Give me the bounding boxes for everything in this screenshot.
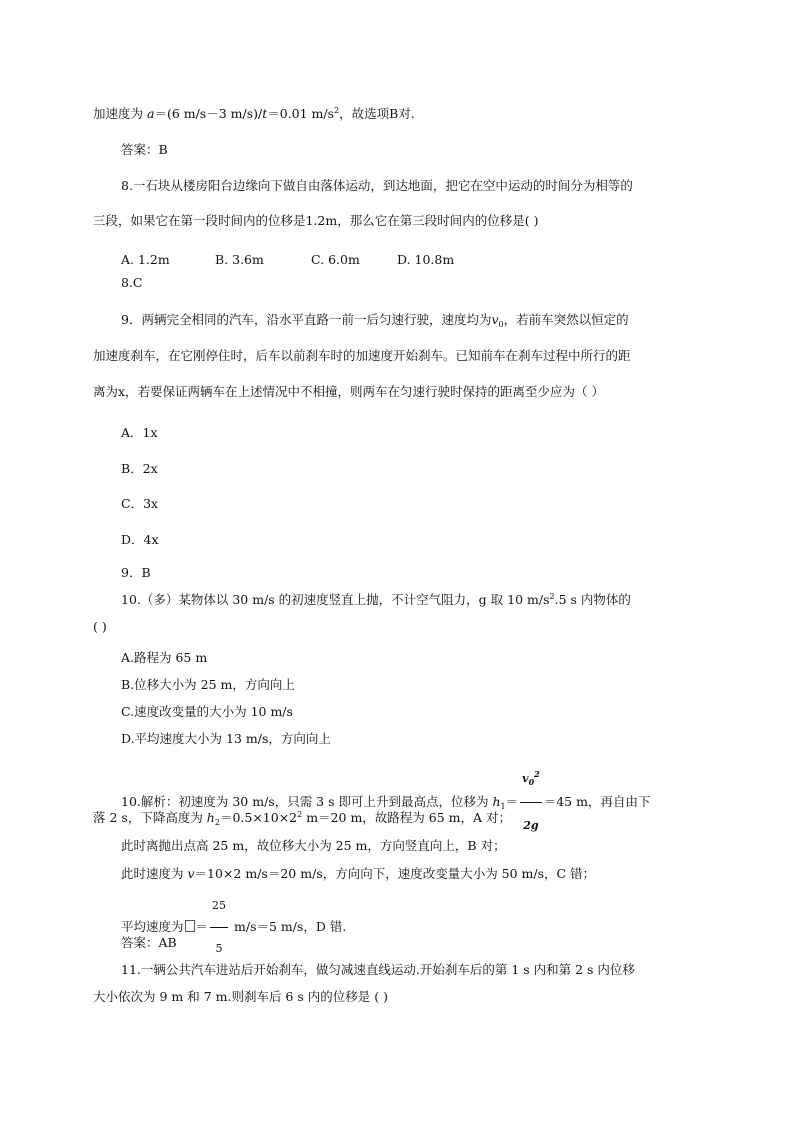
formula-fraction — [520, 757, 542, 848]
text: 10.（多）某物体以 30 m/s 的初速度竖直上抛，不计空气阻力，g 取 10 m/s — [121, 592, 550, 607]
q9-option-c: C．3x — [121, 496, 159, 511]
q10-solution-line2 — [93, 812, 511, 825]
q11-stem-line1: 11.一辆公共汽车进站后开始刹车，做匀减速直线运动.开始刹车后的第 1 s 内和第 2 s 内位移 — [121, 962, 635, 977]
text: 落 2 s，下降高度为 — [93, 810, 207, 825]
text: ，故选项B对. — [339, 106, 415, 121]
text: ＝0.5×10×2 — [219, 810, 298, 825]
text: m/s＝5 m/s，D 错. — [230, 919, 347, 934]
q9-stem-line1 — [121, 314, 629, 327]
q8-option-a: A. 1.2m — [121, 252, 170, 267]
q10-option-a: A.路程为 65 m — [121, 650, 208, 665]
superscript: 2 — [334, 106, 340, 115]
q8-stem-line2: 三段，如果它在第一段时间内的位移是1.2m，那么它在第三段时间内的位移是( ) — [93, 213, 539, 228]
text: ＝10×2 m/s＝20 m/s，方向向下，速度改变量大小为 50 m/s，C 错； — [194, 866, 596, 881]
text: ，若前车突然以恒定的 — [503, 312, 629, 327]
q10-option-c: C.速度改变量的大小为 10 m/s — [121, 704, 293, 719]
q10-solution-line3: 此时离抛出点高 25 m，故位移大小为 25 m，方向竖直向上，B 对； — [121, 838, 506, 853]
q10-solution-line4 — [121, 868, 595, 881]
q10-solution-line1 — [121, 757, 650, 848]
text: ＝ — [505, 794, 519, 809]
var-h: h — [492, 794, 501, 809]
q9-stem-line3: 离为x，若要保证两辆车在上述情况中不相撞，则两车在匀速行驶时保持的距离至少应为（ ） — [93, 384, 605, 399]
q8-stem-line1: 8.一石块从楼房阳台边缘向下做自由落体运动，到达地面，把它在空中运动的时间分为相等的 — [121, 178, 633, 193]
text: ＝(6 m/s－3 m/s)/ — [154, 106, 263, 121]
q9-option-d: D．4x — [121, 532, 159, 547]
q11-stem-line2: 大小依次为 9 m 和 7 m.则刹车后 6 s 内的位移是 ( ) — [93, 989, 388, 1004]
formula-fraction — [210, 886, 228, 969]
missing-glyph-icon — [185, 920, 195, 932]
var-t: t — [262, 106, 268, 121]
var-a: a — [146, 106, 155, 121]
q8-option-c: C. 6.0m — [311, 252, 360, 267]
q10-solution-line5 — [121, 886, 346, 969]
text: .5 s 内物体的 — [554, 592, 631, 607]
text: v — [522, 772, 529, 785]
q9-answer: 9．B — [121, 565, 151, 580]
fraction-denominator: 2g — [523, 819, 539, 832]
text: 加速度为 — [93, 106, 147, 121]
text: 9．两辆完全相同的汽车，沿水平直路一前一后匀速行驶，速度均为 — [121, 312, 492, 327]
superscript: 2 — [549, 592, 555, 601]
text: 10.解析：初速度为 30 m/s，只需 3 s 即可上升到最高点，位移为 — [121, 794, 493, 809]
subscript: 2 — [214, 818, 220, 827]
text: ＝0.01 m/s — [267, 106, 335, 121]
var-v: v — [491, 312, 499, 327]
fraction-numerator — [520, 757, 542, 803]
q9-option-b: B．2x — [121, 461, 158, 476]
q8-answer: 8.C — [121, 275, 143, 290]
superscript: 2 — [297, 810, 303, 819]
q7-answer: 答案：B — [121, 142, 168, 157]
text: m＝20 m，故路程为 65 m，A 对； — [302, 810, 511, 825]
fraction-denominator: 5 — [215, 942, 223, 955]
q10-stem-line2: ( ) — [93, 619, 107, 634]
subscript: 0 — [498, 320, 504, 329]
superscript: 2 — [534, 769, 540, 779]
text: ＝45 m，再自由下 — [543, 794, 651, 809]
q9-option-a: A．1x — [121, 425, 158, 440]
q10-stem-line1 — [121, 594, 631, 607]
text: 平均速度为 — [121, 919, 184, 934]
q10-option-d: D.平均速度大小为 13 m/s，方向向上 — [121, 731, 331, 746]
fraction-numerator: 25 — [210, 886, 228, 928]
text: 此时速度为 — [121, 866, 188, 881]
var-v: v — [187, 866, 195, 881]
var-h: h — [206, 810, 215, 825]
q9-stem-line2: 加速度刹车，在它刚停住时，后车以前刹车时的加速度开始刹车。已知前车在刹车过程中所行的距 — [93, 348, 631, 363]
subscript: 1 — [500, 802, 506, 811]
q7-solution-line — [93, 108, 415, 121]
q10-answer: 答案：AB — [121, 935, 177, 950]
q8-option-b: B. 3.6m — [215, 252, 264, 267]
subscript: 0 — [528, 777, 535, 787]
q8-option-d: D. 10.8m — [397, 252, 455, 267]
text: ＝ — [195, 919, 209, 934]
q10-option-b: B.位移大小为 25 m，方向向上 — [121, 677, 295, 692]
